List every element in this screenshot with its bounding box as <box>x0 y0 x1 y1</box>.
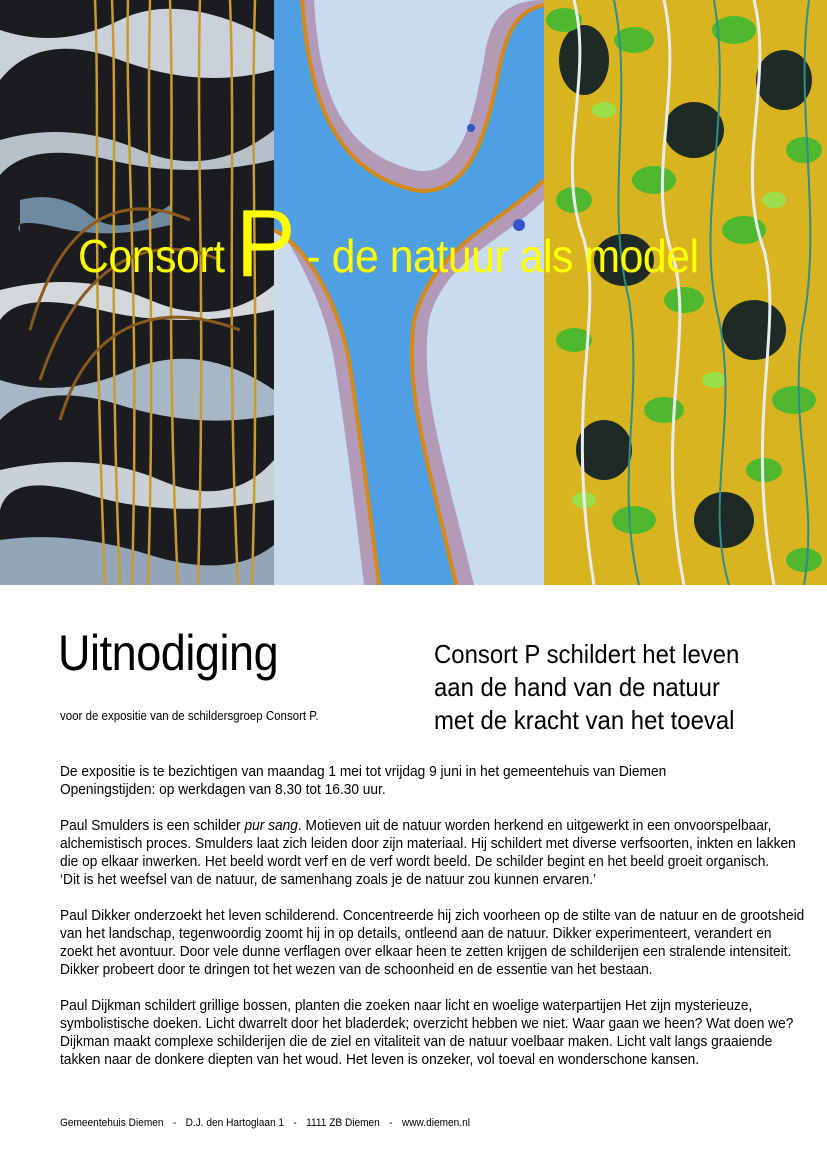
footer-separator: - <box>389 1117 393 1129</box>
text-fragment: Paul Smulders is een schilder <box>60 818 245 834</box>
blue-river-painting-icon <box>274 0 544 585</box>
footer-separator: - <box>172 1117 177 1129</box>
text-line: Openingstijden: op werkdagen van 8.30 tot 16.30 uur. <box>60 782 386 798</box>
footer-website-link[interactable]: www.diemen.nl <box>401 1117 470 1129</box>
banner-title-part2: - de natuur als model <box>295 230 699 282</box>
page-title: Uitnodiging <box>58 625 279 681</box>
text-line: zoekt het avontuur. Door vele dunne verflagen over elkaar heen te zetten krijgen de schilderijen een stralende intensiteit. <box>60 944 792 960</box>
footer-address: D.J. den Hartoglaan 1 <box>185 1117 285 1129</box>
text-line <box>60 817 774 835</box>
body-text <box>60 763 805 1087</box>
text-line: van het landschap, tegenwoordig zoomt hij in op details, ontleend aan de natuur. Dikker experimenteert, verandert en <box>60 926 772 942</box>
text-line: Paul Dijkman schildert grillige bossen, planten die zoeken naar licht en woelige waterpartijen Het zijn mysterieuze, <box>60 998 753 1014</box>
painting-river-panel <box>274 0 544 585</box>
text-line: Paul Dikker onderzoekt het leven schilderend. Concentreerde hij zich voorheen op de stilte van de natuur en de grootsheid <box>60 908 805 924</box>
banner-title <box>78 190 699 297</box>
abstract-reeds-painting-icon <box>0 0 274 585</box>
tagline <box>434 638 739 737</box>
tagline-line: aan de hand van de natuur <box>434 672 720 702</box>
dikker-paragraph <box>60 907 805 979</box>
intro-paragraph <box>60 763 774 799</box>
text-line: De expositie is te bezichtigen van maandag 1 mei tot vrijdag 9 juni in het gemeentehuis van Diemen <box>60 764 667 780</box>
text-line: ‘Dit is het weefsel van de natuur, de samenhang zoals je de natuur zou kunnen ervaren.’ <box>60 872 597 888</box>
banner-title-big-letter: P <box>235 190 296 297</box>
painting-leaves-panel <box>544 0 827 585</box>
footer-postcode: 1111 ZB Diemen <box>306 1117 380 1129</box>
text-line: takken naar de donkere diepten van het woud. Het leven is onzeker, vol toeval en wonderschone kansen. <box>60 1052 700 1068</box>
footer-separator: - <box>293 1117 297 1129</box>
banner-title-part1: Consort <box>78 230 236 282</box>
text-line: die op elkaar inwerken. Het beeld wordt verf en de verf wordt beeld. De schilder begint en het beeld groeit organisch. <box>60 854 770 870</box>
text-line: symbolistische doeken. Licht dwarrelt door het bladerdek; overzicht hebben we niet. Waar gaan we heen? Wat doen we? <box>60 1016 794 1032</box>
text-fragment: . Motieven uit de natuur worden herkend en uitgewerkt in een onvoorspelbaar, <box>297 818 772 834</box>
footer-venue: Gemeentehuis Diemen <box>60 1117 164 1129</box>
green-leaves-painting-icon <box>544 0 827 585</box>
text-line: alchemistisch proces. Smulders laat zich leiden door zijn materiaal. Hij schildert met diverse verfsoorten, inkten en lakken <box>60 836 796 852</box>
tagline-line: met de kracht van het toeval <box>434 705 735 735</box>
tagline-line: Consort P schildert het leven <box>434 639 740 669</box>
page-subtitle: voor de expositie van de schildersgroep Consort P. <box>60 709 319 723</box>
emphasis-text: pur sang <box>244 818 298 834</box>
text-line: Dijkman maakt complexe schilderijen die de ziel en vitaliteit van de natuur voelbaar maken. Licht valt langs graaiende <box>60 1034 773 1050</box>
painting-reeds-panel <box>0 0 274 585</box>
footer <box>60 1117 470 1129</box>
dijkman-paragraph <box>60 997 794 1069</box>
smulders-paragraph <box>60 817 796 889</box>
text-line: Dikker probeert door te dringen tot het wezen van de schoonheid en de essentie van het bestaan. <box>60 962 653 978</box>
